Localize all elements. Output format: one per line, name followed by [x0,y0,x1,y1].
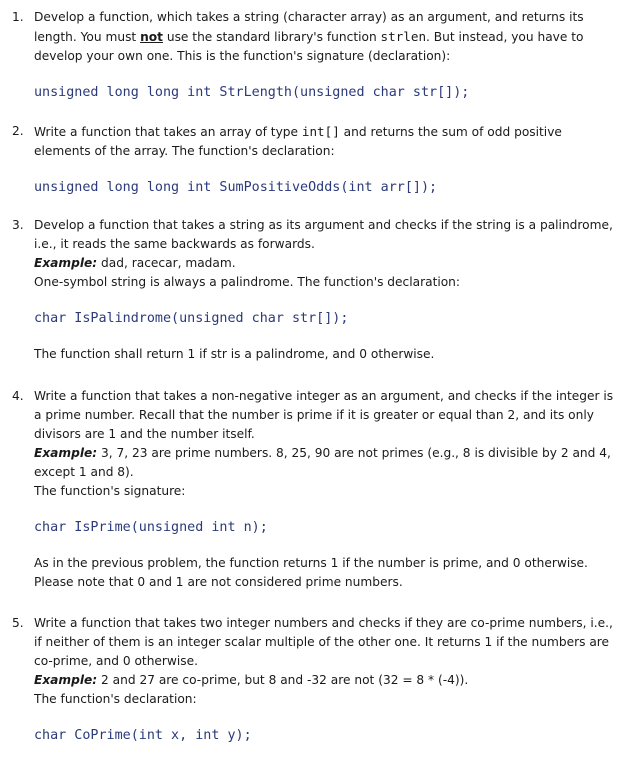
inline-code: int[] [301,124,340,139]
task-number: 2. [12,124,24,138]
example [34,254,614,273]
example-text: 3, 7, 23 are prime numbers. 8, 25, 90 are not primes (e.g., 8 is divisible by 2 and 4, except 1 and 8). [34,446,611,479]
function-signature: char IsPalindrome(unsigned char str[]); [34,311,349,326]
text: Develop a function, which takes a string (character array) as an argument, and returns its length. You must [34,10,584,44]
task-description [34,122,614,161]
text: Write a function that takes an array of type [34,125,302,139]
task-body [34,216,614,364]
example-label: Example: [34,446,98,460]
function-signature: unsigned long long int StrLength(unsigned char str[]); [34,85,470,100]
task-description: Write a function that takes a non-negative integer as an argument, and checks if the integer is a prime number. Recall that the number is prime if it is greater or equal than 2, and its only divisors are 1 and the number itself. [34,389,614,441]
emphasis-not: not [140,30,163,44]
example-text: 2 and 27 are co-prime, but 8 and -32 are not (32 = 8 * (-4)). [97,673,469,687]
task-body [34,614,614,745]
example-text: dad, racecar, madam. [97,256,236,270]
example [34,671,614,690]
task-note: The function shall return 1 if str is a palindrome, and 0 otherwise. [34,347,435,361]
inline-code: strlen [380,29,427,44]
task-number: 4. [12,389,24,403]
task-description-2: The function's signature: [34,484,186,498]
task-body [34,122,614,197]
task-description-2: The function's declaration: [34,692,197,706]
task-number: 1. [12,10,24,24]
text: and returns the sum of odd positive elements of the array. The function's declaration: [34,125,562,158]
task-number: 5. [12,616,24,630]
task-body [34,8,614,102]
task-body [34,387,614,592]
task-description-2: One-symbol string is always a palindrome. The function's declaration: [34,275,461,289]
example-label: Example: [34,673,98,687]
text: . But instead, you have to develop your own one. This is the function's signature (declaration): [34,30,584,63]
task-description: Develop a function that takes a string as its argument and checks if the string is a palindrome, i.e., it reads the same backwards as forwards. [34,218,613,251]
text: use the standard library's function [162,30,381,44]
task-note: As in the previous problem, the function returns 1 if the number is prime, and 0 otherwise. Please note that 0 and 1 are not considered prime numbers. [34,556,588,589]
function-signature: unsigned long long int SumPositiveOdds(int arr[]); [34,180,438,195]
example [34,444,614,482]
task-description: Write a function that takes two integer numbers and checks if they are co-prime numbers, i.e., if neither of them is an integer scalar multiple of the other one. It returns 1 if the numbers are co-prime, and 0 otherwise. [34,616,613,668]
function-signature: char CoPrime(int x, int y); [34,728,252,743]
task-description [34,8,614,66]
task-number: 3. [12,218,24,232]
function-signature: char IsPrime(unsigned int n); [34,520,268,535]
example-label: Example: [34,256,98,270]
